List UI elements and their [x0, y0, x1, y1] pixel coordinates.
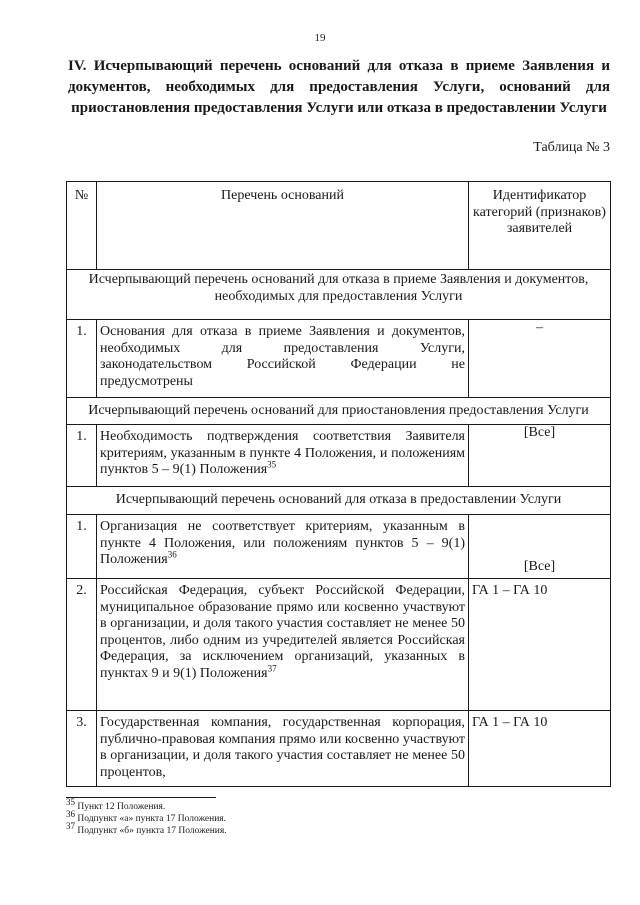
- row-id: ГА 1 – ГА 10: [469, 711, 611, 787]
- section-title-cell: Исчерпывающий перечень оснований для отказа в предоставлении Услуги: [67, 487, 611, 515]
- row-text: Государственная компания, государственная корпорация, публично-правовая компания прямо или косвенно участвуют в организации, и доля такого участия составляет не менее 50 процентов,: [97, 711, 469, 787]
- section-title-cell: Исчерпывающий перечень оснований для приостановления предоставления Услуги: [67, 398, 611, 425]
- row-number: 1.: [67, 320, 97, 398]
- row-id: [Все]: [469, 515, 611, 579]
- section-row: [67, 270, 611, 320]
- row-number: 3.: [67, 711, 97, 787]
- row-id: [Все]: [469, 425, 611, 487]
- header-number: №: [67, 182, 97, 270]
- table-header-row: [67, 182, 611, 270]
- row-id: –: [469, 320, 611, 398]
- section-row: [67, 398, 611, 425]
- table-row: [67, 425, 611, 487]
- row-id: ГА 1 – ГА 10: [469, 579, 611, 711]
- section-title-cell: Исчерпывающий перечень оснований для отказа в приеме Заявления и документов, необходимых для предоставления Услуги: [67, 270, 611, 320]
- row-text: Российская Федерация, субъект Российской Федерации, муниципальное образование прямо или косвенно участвуют в организации, и доля такого участия составляет не менее 50 процентов, либо одним из учредителей является Российская Федерация, за исключением организаций, указанных в пунктах 9 и 9(1) Положения$^{37}$: [97, 579, 469, 711]
- footnote: $^{37}$ Подпункт «б» пункта 17 Положения.: [66, 820, 227, 836]
- table-row: [67, 579, 611, 711]
- table-label: Таблица № 3: [533, 140, 610, 155]
- row-number: 1.: [67, 515, 97, 579]
- table-row: [67, 320, 611, 398]
- footnote: $^{36}$ Подпункт «а» пункта 17 Положения.: [66, 808, 227, 824]
- row-text: Организация не соответствует критериям, указанным в пункте 4 Положения, или положениям пунктов 5 – 9(1) Положения$^{36}$: [97, 515, 469, 579]
- grounds-table: [66, 181, 611, 787]
- table-row: [67, 711, 611, 787]
- row-text: Необходимость подтверждения соответствия Заявителя критериям, указанным в пункте 4 Положения, и положениям пунктов 5 – 9(1) Положения$^{35}$: [97, 425, 469, 487]
- table-row: [67, 515, 611, 579]
- section-row: [67, 487, 611, 515]
- row-number: 2.: [67, 579, 97, 711]
- header-applicant-id: Идентификатор категорий (признаков) заявителей: [469, 182, 611, 270]
- section-title: IV. Исчерпывающий перечень оснований для отказа в приеме Заявления и документов, необходимых для предоставления Услуги, оснований для приостановления предоставления Услуги или отказа в предоставлении Услуги: [68, 58, 610, 116]
- page-number: 19: [314, 32, 326, 44]
- footnote: $^{35}$ Пункт 12 Положения.: [66, 796, 166, 812]
- footnote-separator: [66, 797, 216, 798]
- header-grounds-list: Перечень оснований: [97, 182, 469, 270]
- row-number: 1.: [67, 425, 97, 487]
- footnotes: [66, 796, 227, 837]
- row-text: Основания для отказа в приеме Заявления и документов, необходимых для предоставления Услуги, законодательством Российской Федерации не предусмотрены: [97, 320, 469, 398]
